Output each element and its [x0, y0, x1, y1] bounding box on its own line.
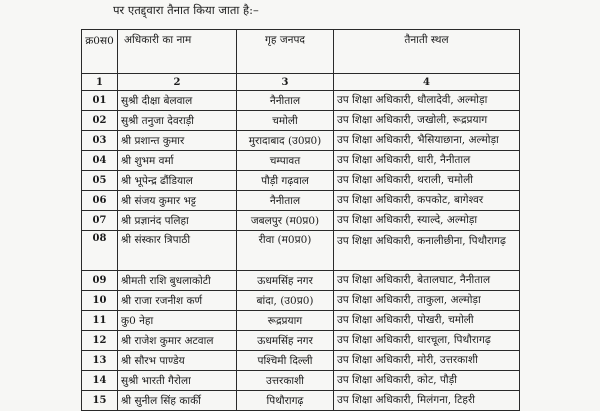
index-cell: 2 — [118, 74, 237, 91]
serial-cell: 08 — [82, 231, 118, 271]
posting-table — [81, 29, 520, 411]
table-row — [82, 391, 520, 411]
table-row — [82, 331, 520, 351]
index-row — [82, 74, 520, 91]
serial-cell: 11 — [82, 311, 118, 331]
officer-name-cell: श्री प्रशान्त कुमार — [118, 131, 237, 151]
officer-name-cell: श्री सुनील सिंह कार्की — [118, 391, 237, 411]
posting-place-cell: उप शिक्षा अधिकारी, कोट, पौड़ी — [334, 371, 520, 391]
serial-cell: 14 — [82, 371, 118, 391]
home-district-cell: चम्पावत — [237, 151, 334, 171]
serial-cell: 09 — [82, 271, 118, 291]
home-district-cell: बांदा, (उ0प्र0) — [237, 291, 334, 311]
header-name: अधिकारी का नाम — [118, 30, 237, 74]
table-row — [82, 231, 520, 271]
home-district-cell: पिथौरागढ़ — [237, 391, 334, 411]
serial-cell: 07 — [82, 211, 118, 231]
serial-cell: 13 — [82, 351, 118, 371]
posting-place-cell: उप शिक्षा अधिकारी, थराली, चमोली — [334, 171, 520, 191]
home-district-cell: जबलपुर (म0प्र0) — [237, 211, 334, 231]
serial-cell: 02 — [82, 111, 118, 131]
header-district: गृह जनपद — [237, 30, 334, 74]
index-cell: 3 — [237, 74, 334, 91]
posting-place-cell: उप शिक्षा अधिकारी, कनालीछीना, पिथौरागढ़ — [334, 231, 520, 271]
home-district-cell: मुरादाबाद (उ0प्र0) — [237, 131, 334, 151]
table-row — [82, 191, 520, 211]
table-row — [82, 151, 520, 171]
posting-place-cell: उप शिक्षा अधिकारी, कपकोट, बागेश्वर — [334, 191, 520, 211]
table-row — [82, 91, 520, 111]
posting-place-cell: उप शिक्षा अधिकारी, धौलादेवी, अल्मोड़ा — [334, 91, 520, 111]
home-district-cell: ऊधमसिंह नगर — [237, 331, 334, 351]
officer-name-cell: श्री राजा रजनीश कर्ण — [118, 291, 237, 311]
posting-place-cell: उप शिक्षा अधिकारी, पोखरी, चमोली — [334, 311, 520, 331]
table-body — [82, 74, 520, 411]
serial-cell: 01 — [82, 91, 118, 111]
posting-place-cell: उप शिक्षा अधिकारी, धारचूला, पिथौरागढ़ — [334, 331, 520, 351]
home-district-cell: चमोली — [237, 111, 334, 131]
table-row — [82, 311, 520, 331]
header-serial: क्र0स0 — [82, 30, 118, 74]
officer-name-cell: श्री भूपेन्द्र ढौंडियाल — [118, 171, 237, 191]
home-district-cell: उत्तरकाशी — [237, 371, 334, 391]
officer-name-cell: श्री सौरभ पाण्डेय — [118, 351, 237, 371]
posting-place-cell: उप शिक्षा अधिकारी, धारी, नैनीताल — [334, 151, 520, 171]
posting-place-cell: उप शिक्षा अधिकारी, मोरी, उत्तरकाशी — [334, 351, 520, 371]
table-row — [82, 111, 520, 131]
table-row — [82, 351, 520, 371]
officer-name-cell: कु0 नेहा — [118, 311, 237, 331]
table-row — [82, 291, 520, 311]
home-district-cell: पौड़ी गढ़वाल — [237, 171, 334, 191]
home-district-cell: पश्चिमी दिल्ली — [237, 351, 334, 371]
serial-cell: 12 — [82, 331, 118, 351]
index-cell: 1 — [82, 74, 118, 91]
officer-name-cell: श्री संस्कार त्रिपाठी — [118, 231, 237, 271]
officer-name-cell: श्रीमती राशि बुधलाकोटी — [118, 271, 237, 291]
home-district-cell: नैनीताल — [237, 91, 334, 111]
officer-name-cell: श्री संजय कुमार भट्ट — [118, 191, 237, 211]
table-row — [82, 171, 520, 191]
header-place: तैनाती स्थल — [334, 30, 520, 74]
posting-place-cell: उप शिक्षा अधिकारी, बेतालघाट, नैनीताल — [334, 271, 520, 291]
table-row — [82, 211, 520, 231]
index-cell: 4 — [334, 74, 520, 91]
serial-cell: 04 — [82, 151, 118, 171]
home-district-cell: रूद्रप्रयाग — [237, 311, 334, 331]
table-row — [82, 271, 520, 291]
officer-name-cell: श्री शुभम वर्मा — [118, 151, 237, 171]
intro-text: पर एतद्द्वारा तैनात किया जाता है:– — [113, 3, 259, 17]
home-district-cell: रीवा (म0प्र0) — [237, 231, 334, 271]
home-district-cell: नैनीताल — [237, 191, 334, 211]
officer-name-cell: सुश्री भारती गैरोला — [118, 371, 237, 391]
serial-cell: 03 — [82, 131, 118, 151]
header-row — [82, 30, 520, 74]
home-district-cell: ऊधमसिंह नगर — [237, 271, 334, 291]
table-row — [82, 371, 520, 391]
officer-name-cell: श्री प्रज्ञानंद पलिहा — [118, 211, 237, 231]
serial-cell: 10 — [82, 291, 118, 311]
posting-place-cell: उप शिक्षा अधिकारी, भैसियाछाना, अल्मोड़ा — [334, 131, 520, 151]
serial-cell: 06 — [82, 191, 118, 211]
officer-name-cell: श्री राजेश कुमार अटवाल — [118, 331, 237, 351]
officer-name-cell: सुश्री तनुजा देवराड़ी — [118, 111, 237, 131]
serial-cell: 15 — [82, 391, 118, 411]
serial-cell: 05 — [82, 171, 118, 191]
posting-place-cell: उप शिक्षा अधिकारी, जखोली, रूद्रप्रयाग — [334, 111, 520, 131]
posting-place-cell: उप शिक्षा अधिकारी, स्याल्दे, अल्मोड़ा — [334, 211, 520, 231]
posting-place-cell: उप शिक्षा अधिकारी, मिलंगना, टिहरी — [334, 391, 520, 411]
officer-name-cell: सुश्री दीक्षा बेलवाल — [118, 91, 237, 111]
posting-place-cell: उप शिक्षा अधिकारी, ताकुला, अल्मोड़ा — [334, 291, 520, 311]
table-row — [82, 131, 520, 151]
